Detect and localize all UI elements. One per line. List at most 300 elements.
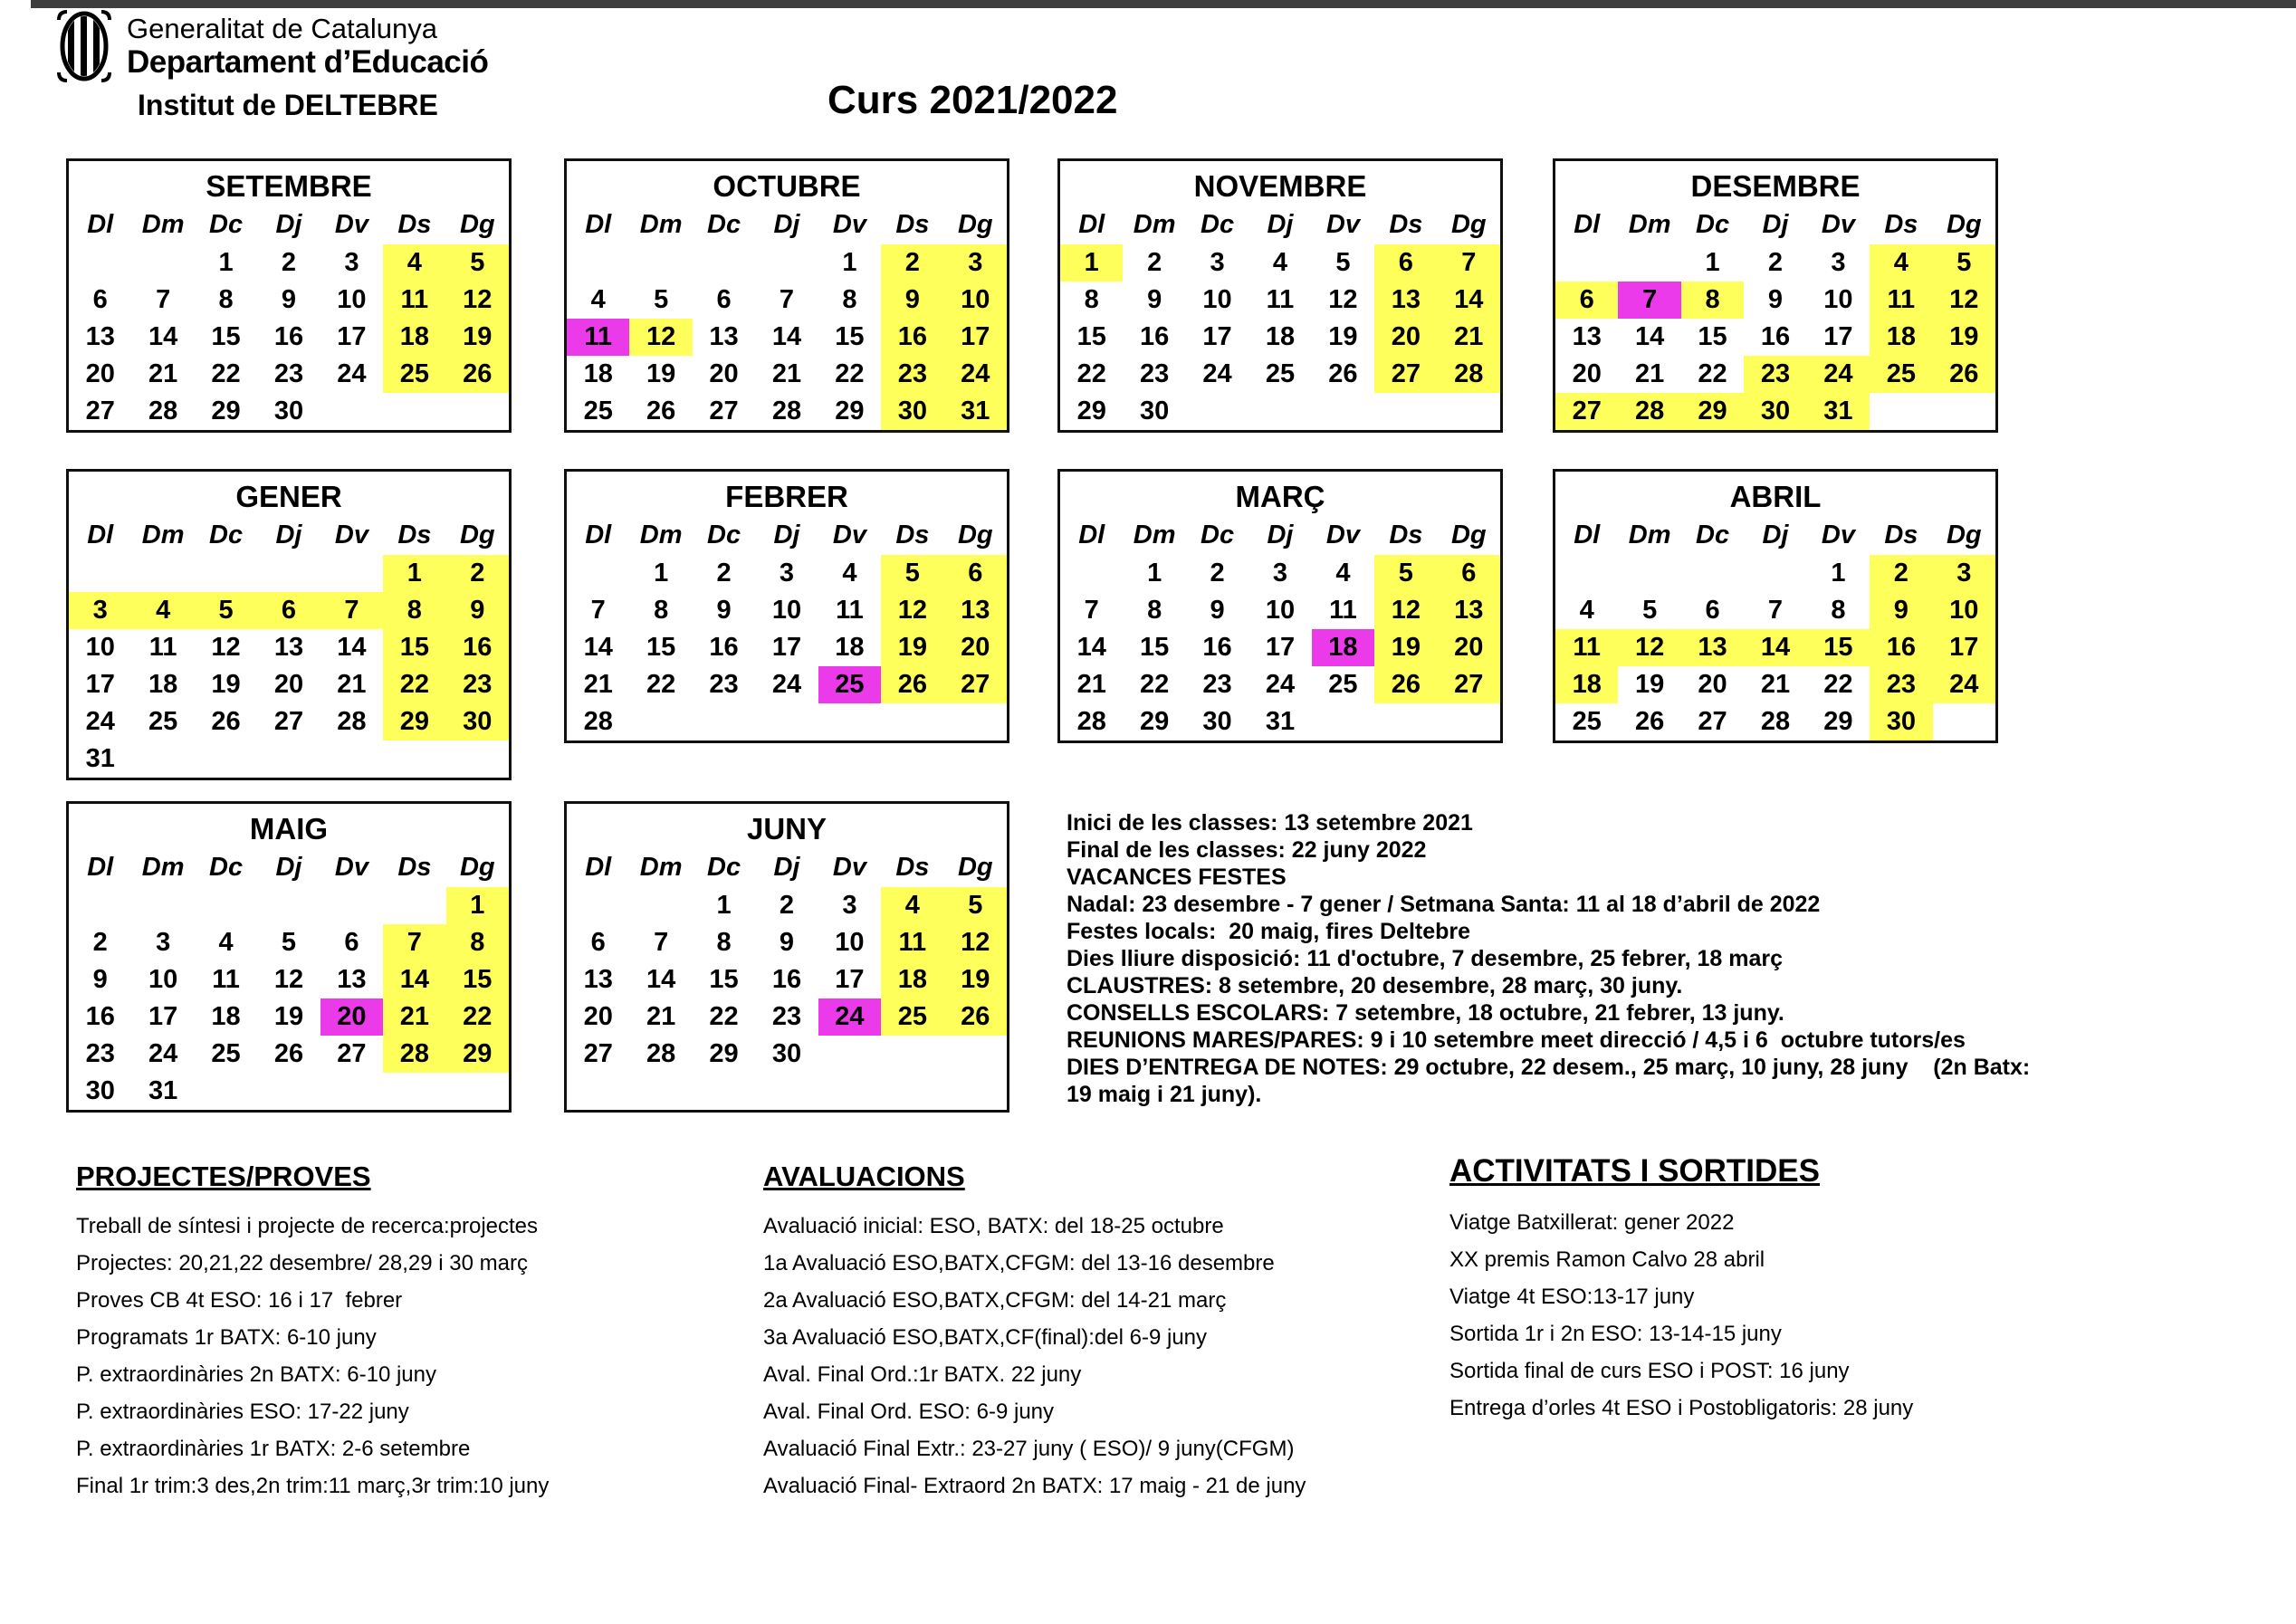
day-cell: 25: [583, 396, 613, 425]
day-cell: 23: [85, 1039, 115, 1068]
day-cell: 5: [195, 592, 257, 629]
weekday-label: Dl: [87, 210, 114, 239]
day-cell: 7: [320, 592, 383, 629]
day-cell: 21: [1076, 670, 1106, 699]
day-cell: 5: [1642, 596, 1658, 625]
weekday-header-row: [567, 205, 1007, 244]
day-cell: 26: [1933, 356, 1995, 393]
empty-day-cell: [131, 244, 194, 282]
empty-day-cell: [1374, 703, 1437, 740]
day-cell: 24: [148, 1039, 178, 1068]
school-name: Institut de DELTEBRE: [138, 89, 438, 121]
week-row: [567, 555, 1007, 592]
day-cell: 14: [337, 633, 367, 662]
day-cell: 10: [1933, 592, 1995, 629]
day-cell: 17: [1202, 322, 1232, 351]
empty-day-cell: [195, 887, 257, 924]
empty-day-cell: [195, 555, 257, 592]
month-title: SETEMBRE: [206, 169, 372, 203]
empty-day-cell: [1744, 555, 1806, 592]
day-cell: 4: [1272, 248, 1288, 277]
day-cell: 13: [709, 322, 739, 351]
day-cell: 11: [148, 633, 177, 662]
weekday-label: Dl: [87, 521, 114, 549]
day-cell: 17: [944, 319, 1007, 356]
day-cell: 29: [709, 1039, 739, 1068]
month-maig: [66, 801, 512, 1113]
week-row: [567, 666, 1007, 703]
weekday-label: Dm: [1133, 521, 1176, 549]
empty-day-cell: [383, 740, 445, 778]
empty-day-cell: [1933, 703, 1995, 740]
section-line: Aval. Final Ord. ESO: 6-9 juny: [763, 1400, 1055, 1424]
info-block: [1067, 809, 2039, 1108]
empty-day-cell: [693, 244, 755, 282]
day-cell: 31: [1807, 393, 1870, 430]
day-cell: 17: [835, 965, 865, 994]
month-novembre: [1057, 158, 1503, 433]
weekday-label: Dv: [1325, 210, 1360, 239]
weekday-label: Dv: [1821, 521, 1855, 549]
info-line: REUNIONS MARES/PARES: 9 i 10 setembre meet direcció / 4,5 i 6 octubre tutors/es: [1067, 1027, 1966, 1053]
month-title: MAIG: [249, 812, 329, 845]
section-line: Entrega d’orles 4t ESO i Postobligatoris: 28 juny: [1449, 1396, 1914, 1420]
day-cell: 26: [646, 396, 676, 425]
day-cell: 2: [716, 559, 732, 588]
logo-text: [127, 9, 488, 80]
day-cell: 29: [211, 396, 241, 425]
month-juny: [564, 801, 1009, 1113]
week-row: [567, 703, 1007, 740]
week-row: [1555, 244, 1995, 282]
day-cell: 18: [148, 670, 178, 699]
empty-day-cell: [1374, 393, 1437, 430]
day-cell: 9: [281, 285, 297, 314]
section-line: Final 1r trim:3 des,2n trim:11 març,3r trim:10 juny: [76, 1474, 550, 1498]
day-cell: 23: [709, 670, 739, 699]
day-cell: 9: [1870, 592, 1932, 629]
section-line: 3a Avaluació ESO,BATX,CF(final):del 6-9 juny: [763, 1325, 1208, 1350]
weekday-label: Ds: [895, 210, 930, 239]
day-cell: 23: [881, 356, 943, 393]
empty-day-cell: [131, 740, 194, 778]
week-row: [1060, 282, 1500, 319]
day-cell: 11: [881, 924, 943, 961]
day-cell: 21: [1635, 359, 1665, 388]
day-cell: 28: [1760, 707, 1791, 736]
day-cell: 27: [273, 707, 304, 736]
day-cell: 24: [1265, 670, 1296, 699]
day-cell: 12: [273, 965, 304, 994]
month-febrer: [564, 469, 1009, 743]
day-cell: 30: [1870, 703, 1932, 740]
day-cell: 18: [583, 359, 613, 388]
section-title: AVALUACIONS: [763, 1161, 965, 1192]
day-cell: 28: [1438, 356, 1500, 393]
day-cell: 22: [446, 998, 509, 1036]
weekday-label: Dg: [1946, 521, 1982, 549]
day-cell: 1: [383, 555, 445, 592]
generalitat-logo: [56, 9, 488, 88]
empty-day-cell: [383, 1073, 445, 1110]
info-line: Dies lliure disposició: 11 d'octubre, 7 desembre, 25 febrer, 18 març: [1067, 946, 1784, 971]
day-cell: 11: [1555, 629, 1618, 666]
empty-day-cell: [1555, 244, 1618, 282]
weekday-label: Dc: [1696, 210, 1730, 239]
day-cell: 4: [218, 928, 234, 957]
weekday-label: Dj: [275, 210, 302, 239]
info-line: Nadal: 23 desembre - 7 gener / Setmana Santa: 11 al 18 d’abril de 2022: [1067, 892, 1821, 917]
day-cell: 18: [881, 961, 943, 998]
day-cell: 16: [1760, 322, 1791, 351]
catalunya-shield-icon: [56, 9, 112, 88]
day-cell: 8: [842, 285, 857, 314]
day-cell: 5: [654, 285, 669, 314]
day-cell: 10: [148, 965, 178, 994]
section-line: Proves CB 4t ESO: 16 i 17 febrer: [76, 1288, 403, 1313]
day-cell: 25: [148, 707, 178, 736]
week-row: [567, 924, 1007, 961]
section-projectes-proves: [76, 1161, 728, 1505]
empty-day-cell: [257, 555, 320, 592]
day-cell: 4: [590, 285, 606, 314]
top-border-line: [31, 0, 2296, 8]
week-row: [69, 666, 509, 703]
day-cell: 1: [654, 559, 669, 588]
day-cell: 20: [1698, 670, 1727, 699]
section-line: Sortida final de curs ESO i POST: 16 juny: [1449, 1359, 1850, 1383]
day-cell: 4: [881, 887, 943, 924]
day-cell: 1: [218, 248, 234, 277]
day-cell: 12: [1933, 282, 1995, 319]
day-cell: 2: [1210, 559, 1225, 588]
day-cell: 7: [590, 596, 606, 625]
weekday-label: Dv: [832, 853, 866, 882]
weekday-label: Dv: [1325, 521, 1360, 549]
empty-day-cell: [1186, 393, 1248, 430]
day-cell: 23: [1140, 359, 1170, 388]
empty-day-cell: [195, 1073, 257, 1110]
day-cell: 11: [1266, 285, 1295, 314]
day-cell: 3: [1831, 248, 1846, 277]
day-cell: 2: [446, 555, 509, 592]
day-cell: 11: [212, 965, 240, 994]
empty-day-cell: [446, 393, 509, 430]
empty-day-cell: [1555, 555, 1618, 592]
week-row: [69, 740, 509, 778]
day-cell: 3: [1210, 248, 1225, 277]
day-cell: 7: [1618, 282, 1680, 319]
day-cell: 30: [881, 393, 943, 430]
empty-day-cell: [1312, 703, 1374, 740]
day-cell: 21: [1760, 670, 1791, 699]
weekday-label: Dj: [1267, 210, 1294, 239]
week-row: [567, 629, 1007, 666]
empty-day-cell: [1870, 393, 1932, 430]
empty-day-cell: [629, 703, 692, 740]
day-cell: 16: [85, 1002, 115, 1031]
weekday-label: Dj: [773, 521, 800, 549]
weekday-header-row: [1060, 205, 1500, 244]
week-row: [1555, 555, 1995, 592]
day-cell: 16: [771, 965, 802, 994]
day-cell: 20: [320, 998, 383, 1036]
month-desembre: [1553, 158, 1998, 433]
weekday-label: Dm: [639, 521, 683, 549]
day-cell: 21: [583, 670, 613, 699]
week-row: [567, 961, 1007, 998]
logo-dept-line: Departament d’Educació: [127, 44, 489, 80]
empty-day-cell: [1312, 393, 1374, 430]
day-cell: 12: [1374, 592, 1437, 629]
day-cell: 29: [835, 396, 865, 425]
empty-day-cell: [1618, 555, 1680, 592]
day-cell: 2: [281, 248, 297, 277]
week-row: [69, 244, 509, 282]
day-cell: 22: [211, 359, 241, 388]
week-row: [1060, 629, 1500, 666]
weekday-label: Ds: [397, 210, 432, 239]
week-row: [1555, 592, 1995, 629]
week-row: [69, 1036, 509, 1073]
weekday-label: Dg: [1450, 210, 1487, 239]
empty-day-cell: [881, 1036, 943, 1073]
day-cell: 26: [881, 666, 943, 703]
weekday-label: Dc: [707, 853, 741, 882]
week-row: [1060, 244, 1500, 282]
empty-day-cell: [1060, 555, 1123, 592]
day-cell: 21: [646, 1002, 676, 1031]
empty-day-cell: [195, 740, 257, 778]
empty-day-cell: [320, 740, 383, 778]
day-cell: 18: [211, 1002, 241, 1031]
section-line: Avaluació Final Extr.: 23-27 juny ( ESO)/ 9 juny(CFGM): [763, 1437, 1295, 1461]
day-cell: 5: [1374, 555, 1437, 592]
day-cell: 20: [85, 359, 115, 388]
day-cell: 26: [446, 356, 509, 393]
day-cell: 13: [85, 322, 115, 351]
day-cell: 25: [383, 356, 445, 393]
day-cell: 19: [211, 670, 241, 699]
day-cell: 19: [273, 1002, 304, 1031]
empty-day-cell: [1618, 244, 1680, 282]
day-cell: 4: [383, 244, 445, 282]
day-cell: 13: [1374, 282, 1437, 319]
day-cell: 11: [1870, 282, 1932, 319]
day-cell: 3: [944, 244, 1007, 282]
day-cell: 9: [1210, 596, 1225, 625]
day-cell: 14: [1076, 633, 1106, 662]
empty-day-cell: [755, 703, 818, 740]
day-cell: 10: [944, 282, 1007, 319]
day-cell: 30: [1202, 707, 1232, 736]
week-row: [1555, 629, 1995, 666]
week-row: [567, 356, 1007, 393]
day-cell: 2: [779, 891, 795, 920]
day-cell: 21: [771, 359, 802, 388]
weekday-header-row: [69, 205, 509, 244]
day-cell: 15: [1698, 322, 1727, 351]
day-cell: 12: [1328, 285, 1358, 314]
weekday-label: Dj: [1762, 210, 1789, 239]
day-cell: 14: [583, 633, 613, 662]
day-cell: 23: [1202, 670, 1232, 699]
week-row: [567, 319, 1007, 356]
day-cell: 10: [85, 633, 115, 662]
weekday-label: Dj: [275, 853, 302, 882]
section-line: Avaluació Final- Extraord 2n BATX: 17 maig - 21 de juny: [763, 1474, 1306, 1498]
day-cell: 9: [446, 592, 509, 629]
day-cell: 27: [709, 396, 739, 425]
day-cell: 27: [1374, 356, 1437, 393]
day-cell: 22: [1076, 359, 1106, 388]
day-cell: 15: [1140, 633, 1170, 662]
week-row: [69, 998, 509, 1036]
section-line: Projectes: 20,21,22 desembre/ 28,29 i 30 març: [76, 1251, 528, 1275]
day-cell: 23: [446, 666, 509, 703]
day-cell: 7: [1767, 596, 1784, 625]
day-cell: 25: [1870, 356, 1932, 393]
day-cell: 19: [1635, 670, 1665, 699]
day-cell: 27: [1438, 666, 1500, 703]
day-cell: 23: [273, 359, 304, 388]
day-cell: 14: [1438, 282, 1500, 319]
empty-day-cell: [69, 244, 131, 282]
empty-day-cell: [131, 555, 194, 592]
section-line: Avaluació inicial: ESO, BATX: del 18-25 octubre: [763, 1214, 1224, 1238]
day-cell: 28: [383, 1036, 445, 1073]
day-cell: 25: [1328, 670, 1358, 699]
weekday-label: Dl: [1574, 210, 1601, 239]
weekday-header-row: [567, 847, 1007, 887]
day-cell: 29: [1681, 393, 1744, 430]
day-cell: 16: [446, 629, 509, 666]
month-title: MARÇ: [1235, 480, 1325, 513]
weekday-label: Dc: [707, 210, 741, 239]
day-cell: 8: [1681, 282, 1744, 319]
weekday-label: Ds: [397, 853, 432, 882]
day-cell: 4: [131, 592, 194, 629]
weekday-label: Dl: [585, 521, 612, 549]
section-line: Viatge Batxillerat: gener 2022: [1449, 1210, 1735, 1235]
day-cell: 2: [1147, 248, 1162, 277]
weekday-label: Dm: [1628, 210, 1671, 239]
week-row: [1060, 393, 1500, 430]
weekday-label: Dm: [1133, 210, 1176, 239]
day-cell: 12: [629, 319, 692, 356]
day-cell: 15: [211, 322, 241, 351]
empty-day-cell: [1933, 393, 1995, 430]
weekday-label: Ds: [397, 521, 432, 549]
day-cell: 13: [583, 965, 613, 994]
week-row: [1060, 356, 1500, 393]
day-cell: 8: [1147, 596, 1162, 625]
day-cell: 1: [1147, 559, 1162, 588]
day-cell: 23: [1744, 356, 1806, 393]
empty-day-cell: [1438, 703, 1500, 740]
day-cell: 19: [944, 961, 1007, 998]
weekday-label: Dv: [832, 521, 866, 549]
day-cell: 17: [1823, 322, 1853, 351]
day-cell: 31: [148, 1076, 178, 1105]
logo-org-line: Generalitat de Catalunya: [127, 13, 437, 44]
week-row: [69, 924, 509, 961]
weekday-label: Dj: [1267, 521, 1294, 549]
day-cell: 29: [1823, 707, 1853, 736]
empty-day-cell: [944, 703, 1007, 740]
month-title: NOVEMBRE: [1193, 169, 1367, 203]
day-cell: 29: [383, 703, 445, 740]
day-cell: 3: [156, 928, 171, 957]
day-cell: 25: [211, 1039, 241, 1068]
week-row: [567, 998, 1007, 1036]
day-cell: 12: [1618, 629, 1680, 666]
section-line: Aval. Final Ord.:1r BATX. 22 juny: [763, 1362, 1082, 1387]
week-row: [69, 356, 509, 393]
week-row: [69, 393, 509, 430]
day-cell: 27: [85, 396, 115, 425]
empty-day-cell: [818, 1036, 881, 1073]
section-line: Programats 1r BATX: 6-10 juny: [76, 1325, 377, 1350]
day-cell: 6: [257, 592, 320, 629]
day-cell: 5: [881, 555, 943, 592]
day-cell: 1: [716, 891, 732, 920]
day-cell: 13: [1572, 322, 1602, 351]
week-row: [1555, 393, 1995, 430]
empty-day-cell: [257, 740, 320, 778]
week-row: [1060, 666, 1500, 703]
empty-day-cell: [755, 244, 818, 282]
day-cell: 30: [1140, 396, 1170, 425]
day-cell: 28: [583, 707, 613, 736]
course-title: Curs 2021/2022: [828, 78, 1118, 122]
day-cell: 22: [383, 666, 445, 703]
section-avaluacions: [763, 1161, 1415, 1505]
day-cell: 27: [1698, 707, 1727, 736]
weekday-label: Dv: [1821, 210, 1855, 239]
day-cell: 16: [273, 322, 304, 351]
week-row: [567, 244, 1007, 282]
weekday-header-row: [1555, 515, 1995, 555]
weekday-label: Dv: [334, 853, 368, 882]
day-cell: 14: [383, 961, 445, 998]
day-cell: 25: [1265, 359, 1296, 388]
weekday-label: Dg: [459, 853, 495, 882]
empty-day-cell: [944, 1036, 1007, 1073]
info-line: Final de les classes: 22 juny 2022: [1067, 837, 1427, 863]
weekday-label: Dg: [1946, 210, 1982, 239]
month-title: ABRIL: [1729, 480, 1822, 513]
day-cell: 3: [344, 248, 359, 277]
empty-day-cell: [818, 703, 881, 740]
day-cell: 24: [944, 356, 1007, 393]
day-cell: 31: [944, 393, 1007, 430]
day-cell: 12: [446, 282, 509, 319]
day-cell: 5: [281, 928, 297, 957]
weekday-label: Ds: [1389, 521, 1423, 549]
week-row: [1060, 592, 1500, 629]
day-cell: 8: [446, 924, 509, 961]
week-row: [1060, 555, 1500, 592]
day-cell: 7: [1084, 596, 1099, 625]
weekday-label: Dc: [1201, 210, 1235, 239]
day-cell: 26: [1374, 666, 1437, 703]
day-cell: 8: [654, 596, 669, 625]
empty-day-cell: [567, 555, 629, 592]
week-row: [567, 282, 1007, 319]
day-cell: 3: [1933, 555, 1995, 592]
day-cell: 10: [1823, 285, 1853, 314]
